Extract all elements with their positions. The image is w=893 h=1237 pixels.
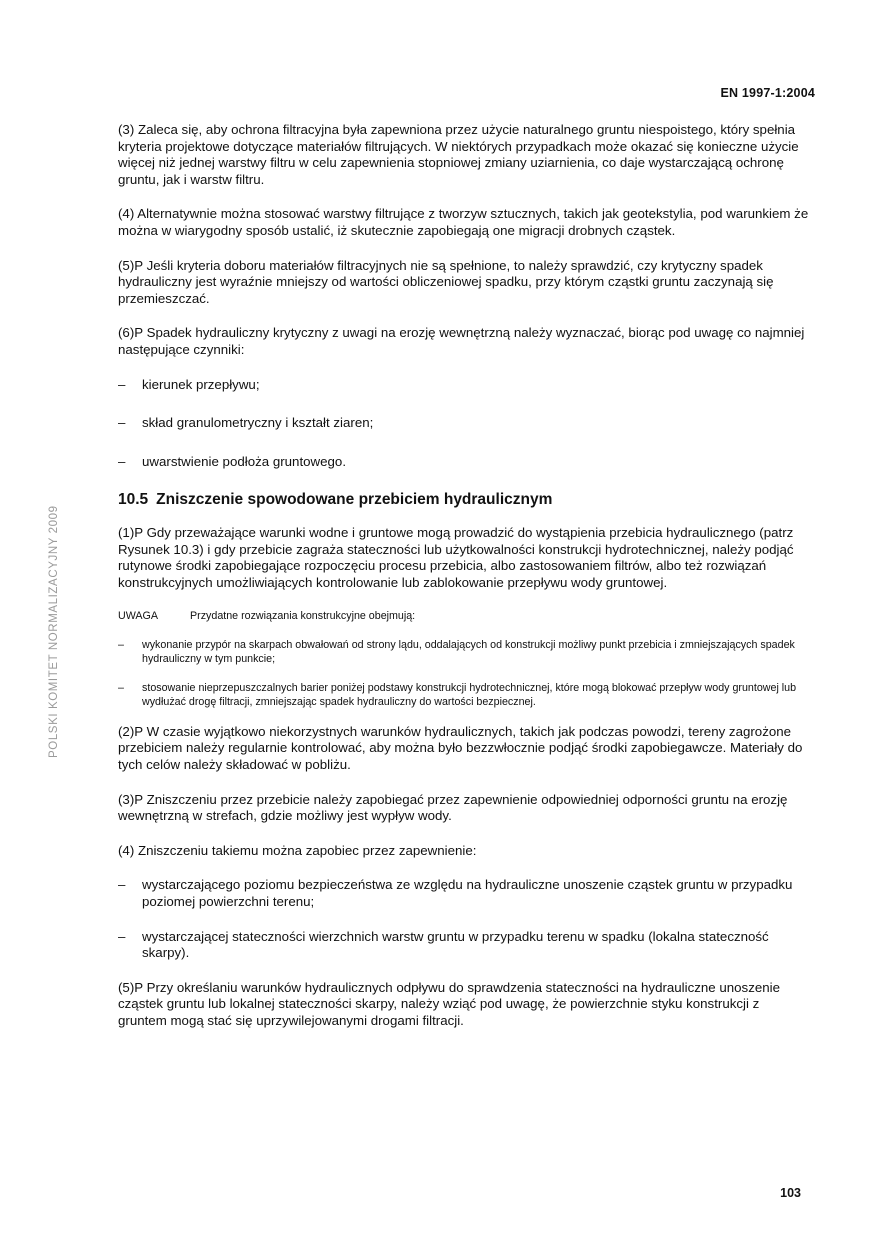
paragraph-5p: (5)P Jeśli kryteria doboru materiałów filtracyjnych nie są spełnione, to należy sprawdzić, czy krytyczny spadek hydrauliczny jest wyraźnie mniejszy od wartości obliczeniowej spadku, przy którym cząstki gruntu zaczynają się przemieszczać. [118, 257, 774, 306]
bullet-dash: – [118, 928, 126, 944]
note-list-item [118, 681, 810, 710]
note-intro: Przydatne rozwiązania konstrukcyjne obejmują: [190, 610, 416, 623]
bullet-dash: – [118, 681, 124, 694]
bullet-dash: – [118, 453, 126, 469]
bullet-dash: – [118, 877, 126, 893]
list-item-text: wystarczającej stateczności wierzchnich warstw gruntu w przypadku terenu w spadku (lokalna stateczność skarpy). [142, 928, 769, 961]
page-number: 103 [780, 1186, 801, 1200]
page-content [118, 122, 810, 1048]
list-item [118, 377, 810, 394]
list-item [118, 415, 810, 432]
note-block [118, 609, 810, 710]
section-heading [118, 492, 810, 509]
list-item-text: kierunek przepływu; [142, 376, 260, 392]
note-item-text: stosowanie nieprzepuszczalnych barier poniżej podstawy konstrukcji hydrotechnicznej, które mogą blokować przepływ wody gruntowej lub wydłużać drogę filtracji, zmniejszając spadek hydrauliczny do wartości bezpiecznej. [142, 681, 797, 709]
paragraph-3: (3) Zaleca się, aby ochrona filtracyjna była zapewniona przez użycie naturalnego gruntu niespoistego, który spełnia kryteria projektowe dotyczące materiałów filtrujących. W niektórych przypadkach może okazać się konieczne użycie więcej niż jednej warstwy filtru w celu zapewnienia stopniowej zmiany uziarnienia, co daje wystarczającą ochronę gruntu, jak i warstw filtru. [118, 122, 799, 187]
list-item-text: uwarstwienie podłoża gruntowego. [142, 453, 347, 469]
note-header [118, 609, 810, 624]
bullet-dash: – [118, 415, 126, 431]
list-item-text: skład granulometryczny i kształt ziaren; [142, 415, 374, 431]
paragraph-4: (4) Alternatywnie można stosować warstwy filtrujące z tworzyw sztucznych, takich jak geotekstylia, pod warunkiem że można w wiarygodny sposób ustalić, iż skutecznie zapobiegają one migracji drobnych cząstek. [118, 206, 809, 238]
bullet-dash: – [118, 638, 124, 651]
note-label: UWAGA [118, 610, 158, 623]
paragraph-3p: (3)P Zniszczeniu przez przebicie należy zapobiegać przez zapewnienie odpowiedniej odporności gruntu na erozję wewnętrzną w strefach, gdzie możliwy jest wypływ wody. [118, 791, 788, 824]
watermark-text: POLSKI KOMITET NORMALIZACYJNY 2009 [48, 505, 60, 758]
list-item [118, 877, 810, 910]
paragraph-6p: (6)P Spadek hydrauliczny krytyczny z uwagi na erozję wewnętrzną należy wyznaczać, biorąc pod uwagę co najmniej następujące czynniki: [118, 325, 805, 357]
section-title: Zniszczenie spowodowane przebiciem hydraulicznym [156, 491, 553, 509]
bullet-dash: – [118, 376, 126, 392]
list-item [118, 454, 810, 471]
paragraph-4-prevention: (4) Zniszczeniu takiemu można zapobiec przez zapewnienie: [118, 842, 477, 858]
paragraph-1p: (1)P Gdy przeważające warunki wodne i gruntowe mogą prowadzić do wystąpienia przebicia hydraulicznego (patrz Rysunek 10.3) i gdy przebicie zagraża stateczności lub użytkowalności konstrukcji hydrotechnicznej, należy podjąć rutynowe środki zapobiegające rozpoczęciu procesu przebicia, albo zastosowaniem filtrów, albo też rozwiązań konstrukcyjnych umożliwiających kontrolowanie lub zablokowanie przepływu wody gruntowej. [118, 524, 794, 590]
paragraph-5p-outflow: (5)P Przy określaniu warunków hydraulicznych odpływu do sprawdzenia stateczności na hydrauliczne unoszenie cząstek gruntu lub lokalnej stateczności skarpy, należy wziąć pod uwagę, że powierzchnie styku konstrukcji z gruntem mogą stać się uprzywilejowanymi drogami filtracji. [118, 979, 780, 1028]
paragraph-2p: (2)P W czasie wyjątkowo niekorzystnych warunków hydraulicznych, takich jak podczas powodzi, tereny zagrożone przebiciem należy regularnie kontrolować, aby można było bezzwłocznie podjąć środki zapobiegawcze. Materiały do tych celów należy składować w pobliżu. [118, 723, 803, 772]
document-standard-id: EN 1997-1:2004 [720, 86, 815, 100]
note-item-text: wykonanie przypór na skarpach obwałowań od strony lądu, oddalających od konstrukcji możliwy punkt przebicia i zmniejszających spadek hydrauliczny w tym punkcie; [142, 638, 795, 666]
list-item-text: wystarczającego poziomu bezpieczeństwa ze względu na hydrauliczne unoszenie cząstek gruntu w przypadku poziomej powierzchni terenu; [142, 877, 793, 909]
list-item [118, 929, 810, 962]
section-number: 10.5 [118, 491, 149, 509]
note-list-item [118, 638, 810, 667]
